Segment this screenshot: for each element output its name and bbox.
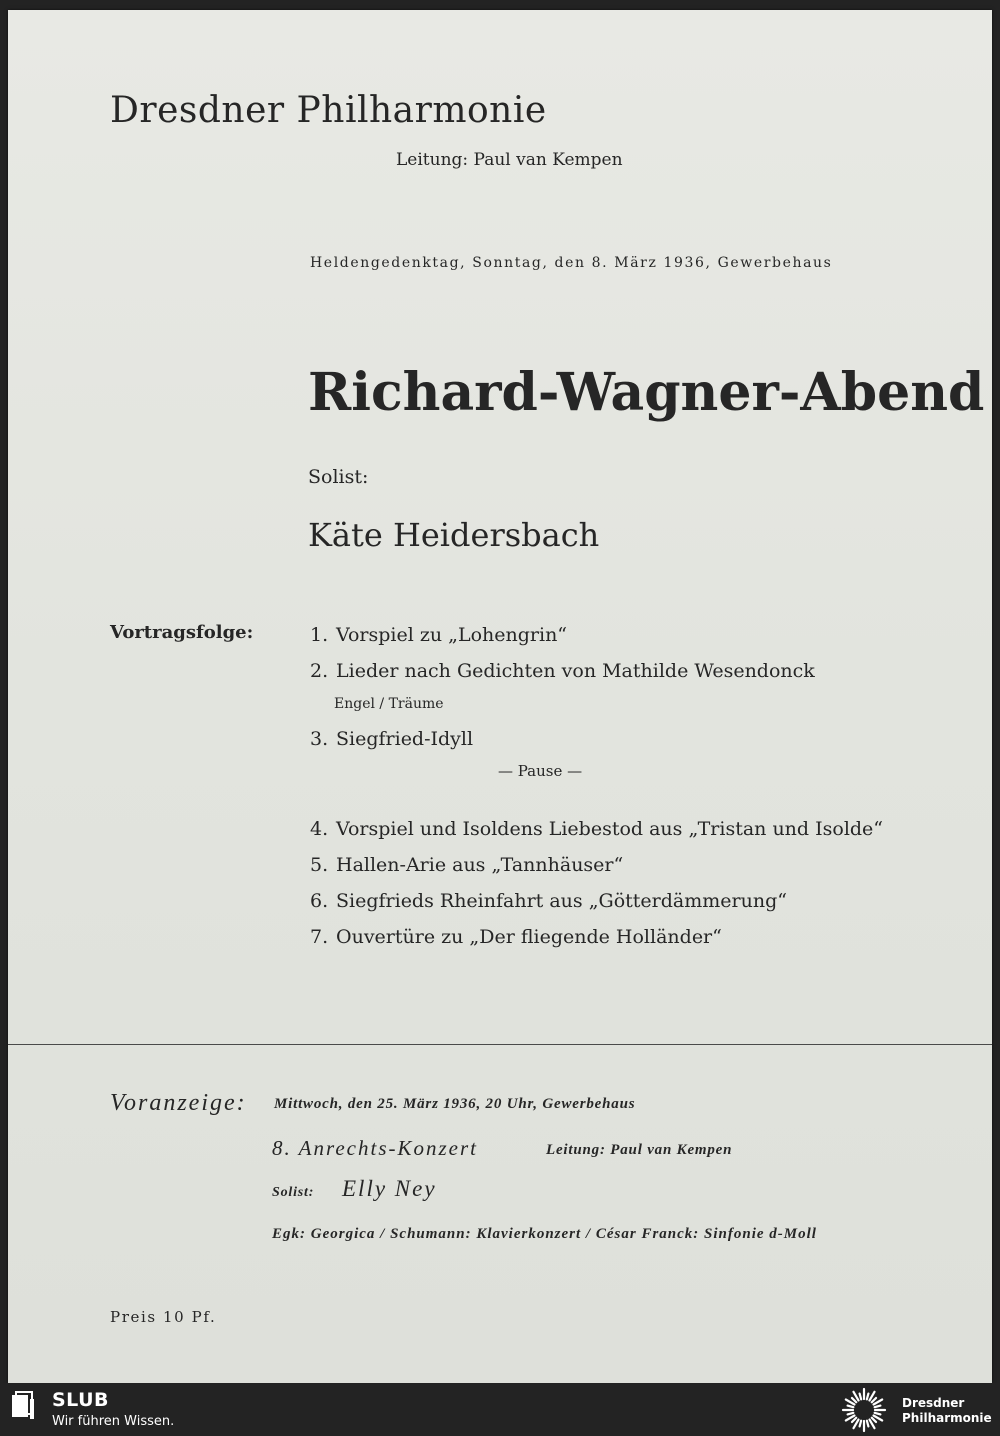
occasion-line: Heldengedenktag, Sonntag, den 8. März 1936, Gewerbehaus [310,255,833,271]
program-item-text: Lieder nach Gedichten von Mathilde Wesendonck [336,660,815,682]
program-item-number: 4. [310,818,329,840]
section-divider [8,1044,992,1045]
logo-ray [867,1421,869,1427]
organization-heading: Dresdner Philharmonie [110,90,547,131]
logo-ray [848,1413,854,1415]
program-sheet [8,10,992,1383]
partner-name-line2: Philharmonie [902,1411,992,1425]
upcoming-works: Egk: Georgica / Schumann: Klavierkonzert / César Franck: Sinfonie d-Moll [272,1226,817,1242]
logo-ray [852,1398,856,1402]
program-label: Vortragsfolge: [110,622,254,643]
upcoming-concert-title: 8. Anrechts-Konzert [272,1136,478,1160]
pause-marker: — Pause — [498,762,583,780]
upcoming-soloist-name: Elly Ney [342,1176,437,1201]
notice-date: Mittwoch, den 25. März 1936, 20 Uhr, Gewerbehaus [274,1096,636,1112]
logo-ray [872,1418,876,1422]
program-item [310,660,815,682]
program-item-text: Vorspiel zu „Lohengrin“ [336,624,568,646]
program-item-number: 1. [310,624,329,646]
viewer-footer [0,1383,1000,1436]
notice-label: Voranzeige: [110,1090,247,1116]
logo-ray [860,1421,862,1427]
program-item-subtitle: Engel / Träume [334,696,444,712]
program-item [310,818,883,840]
conductor-line: Leitung: Paul van Kempen [396,150,623,170]
book-icon [10,1391,36,1421]
upcoming-concert-leader: Leitung: Paul van Kempen [546,1142,733,1158]
program-item [310,624,567,646]
partner-name-line1: Dresdner [902,1396,965,1410]
program-item-number: 3. [310,728,329,750]
logo-ray [848,1406,854,1408]
upcoming-soloist-label: Solist: [272,1185,315,1200]
logo-ray [860,1394,862,1400]
logo-ray [875,1413,881,1415]
soloist-label: Solist: [308,466,369,488]
library-name: SLUB [52,1389,110,1411]
price-label: Preis 10 Pf. [110,1308,217,1326]
program-item-number: 7. [310,926,329,948]
program-item-number: 6. [310,890,329,912]
concert-title: Richard-Wagner-Abend [308,362,985,423]
soloist-name: Käte Heidersbach [308,516,600,554]
program-item [310,728,473,750]
sunburst-logo-icon [840,1387,888,1433]
logo-ray [875,1406,881,1408]
program-item [310,854,623,876]
program-item-text: Hallen-Arie aus „Tannhäuser“ [336,854,624,876]
program-item-text: Vorspiel und Isoldens Liebestod aus „Tristan und Isolde“ [336,818,884,840]
program-item-text: Siegfried-Idyll [336,728,474,750]
program-item [310,890,787,912]
logo-ray [867,1394,869,1400]
logo-ray [872,1398,876,1402]
program-item [310,926,722,948]
program-item-number: 5. [310,854,329,876]
program-item-text: Siegfrieds Rheinfahrt aus „Götterdämmerung“ [336,890,787,912]
logo-ray [852,1418,856,1422]
program-item-number: 2. [310,660,329,682]
program-item-text: Ouvertüre zu „Der fliegende Holländer“ [336,926,722,948]
library-tagline: Wir führen Wissen. [52,1414,175,1429]
